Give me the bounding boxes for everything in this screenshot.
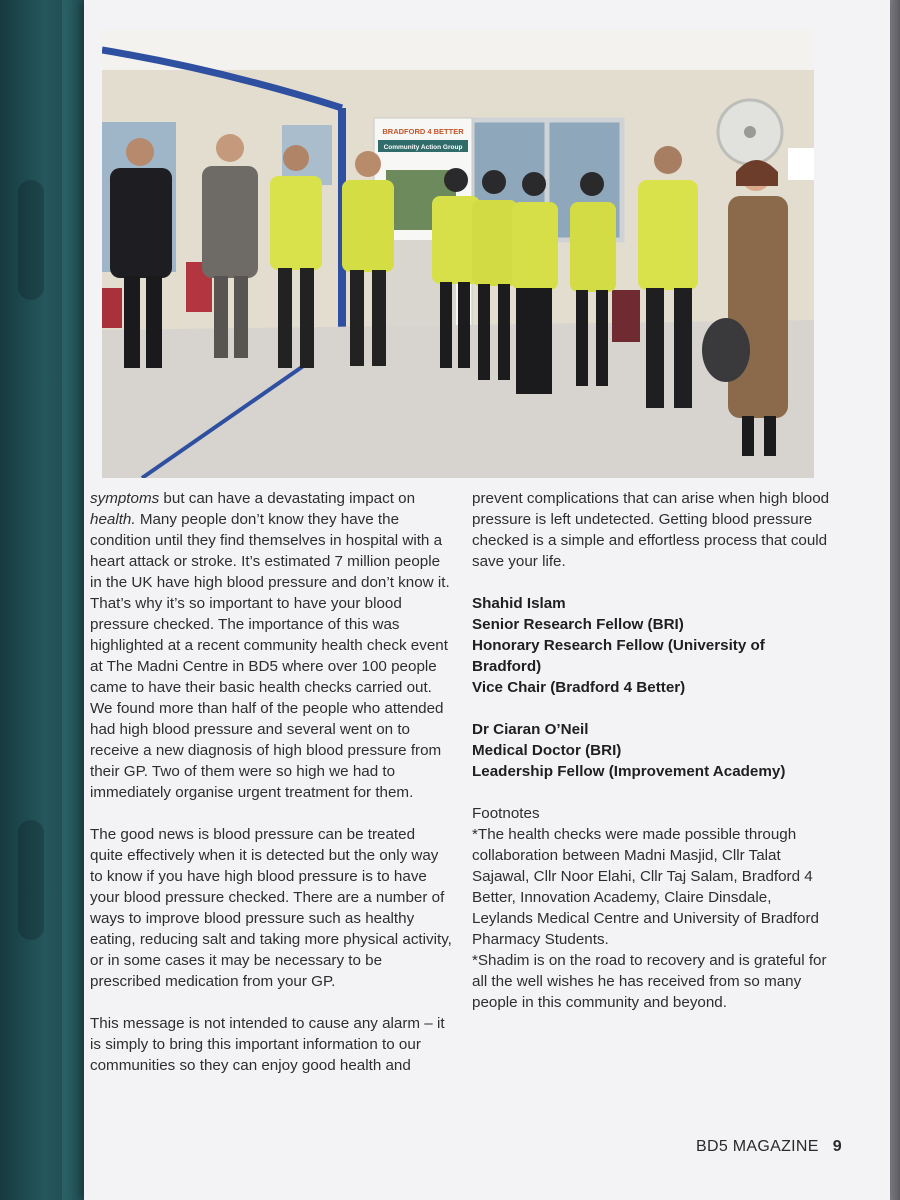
left-column (90, 488, 452, 1076)
body-paragraph: The good news is blood pressure can be treated quite effectively when it is detected but the only way to know if you have high blood pressure is to have your blood pressure checked. There are a number of ways to improve blood pressure such as healthy eating, reducing salt and taking more physical activity, or in some cases it may be necessary to be prescribed medication from your GP. (90, 826, 452, 990)
emphasis-text: symptoms (90, 490, 160, 507)
binder-slot (18, 820, 44, 940)
body-paragraph (90, 488, 452, 803)
banner-title-text: Community Action Group (383, 144, 463, 151)
footnote: *The health checks were made possible through collaboration between Madni Masjid, Cllr Talat Sajawal, Cllr Noor Elahi, Cllr Taj Salam, Bradford 4 Better, Innovation Academy, Claire Dinsdale, Leylands Medical Centre and University of Bradford Pharmacy Students. (472, 826, 819, 948)
author-role: Medical Doctor (BRI) (472, 742, 622, 759)
banner-logo-text: BRADFORD 4 BETTER (382, 127, 464, 136)
author-role: Honorary Research Fellow (University of Bradford) (472, 637, 765, 675)
footnotes (472, 803, 832, 1013)
author-role: Senior Research Fellow (BRI) (472, 616, 684, 633)
body-paragraph: This message is not intended to cause any alarm – it is simply to bring this important information to our communities so they can enjoy good health and (90, 1015, 445, 1074)
body-text: but can have a devastating impact on (159, 490, 416, 507)
author-block (472, 719, 832, 782)
footnote: *Shadim is on the road to recovery and is grateful for all the well wishes he has received from so many people in this community and beyond. (472, 952, 827, 1011)
author-name: Shahid Islam (472, 595, 566, 612)
group-photo-illustration (102, 30, 814, 478)
page-footer (696, 1138, 842, 1156)
right-column (472, 488, 832, 1013)
magazine-page (84, 0, 890, 1200)
author-block (472, 593, 832, 698)
author-name: Dr Ciaran O’Neil (472, 721, 589, 738)
body-text: Many people don’t know they have the condition until they find themselves in hospital with a heart attack or stroke. It’s estimated 7 million people in the UK have high blood pressure and don’t know it. That’s why it’s so important to have your blood pressure checked. The importance of this was highlighted at a recent community health check event at The Madni Centre in BD5 where over 100 people came to have their basic health checks carried out. We found more than half of the people who attended had high blood pressure and several went on to receive a new diagnosis of high blood pressure from their GP. Two of them were so high we had to immediately organise urgent treatment for them. (90, 511, 450, 801)
group-photo (102, 30, 814, 478)
magazine-name: BD5 MAGAZINE (696, 1138, 819, 1155)
author-role: Leadership Fellow (Improvement Academy) (472, 763, 786, 780)
footnotes-title: Footnotes (472, 805, 540, 822)
emphasis-text: health. (90, 511, 136, 528)
page-number: 9 (832, 1138, 842, 1155)
author-role: Vice Chair (Bradford 4 Better) (472, 679, 686, 696)
body-paragraph: prevent complications that can arise when high blood pressure is left undetected. Getting blood pressure checked is a simple and effortless process that could save your life. (472, 490, 830, 570)
binder-slot (18, 180, 44, 300)
